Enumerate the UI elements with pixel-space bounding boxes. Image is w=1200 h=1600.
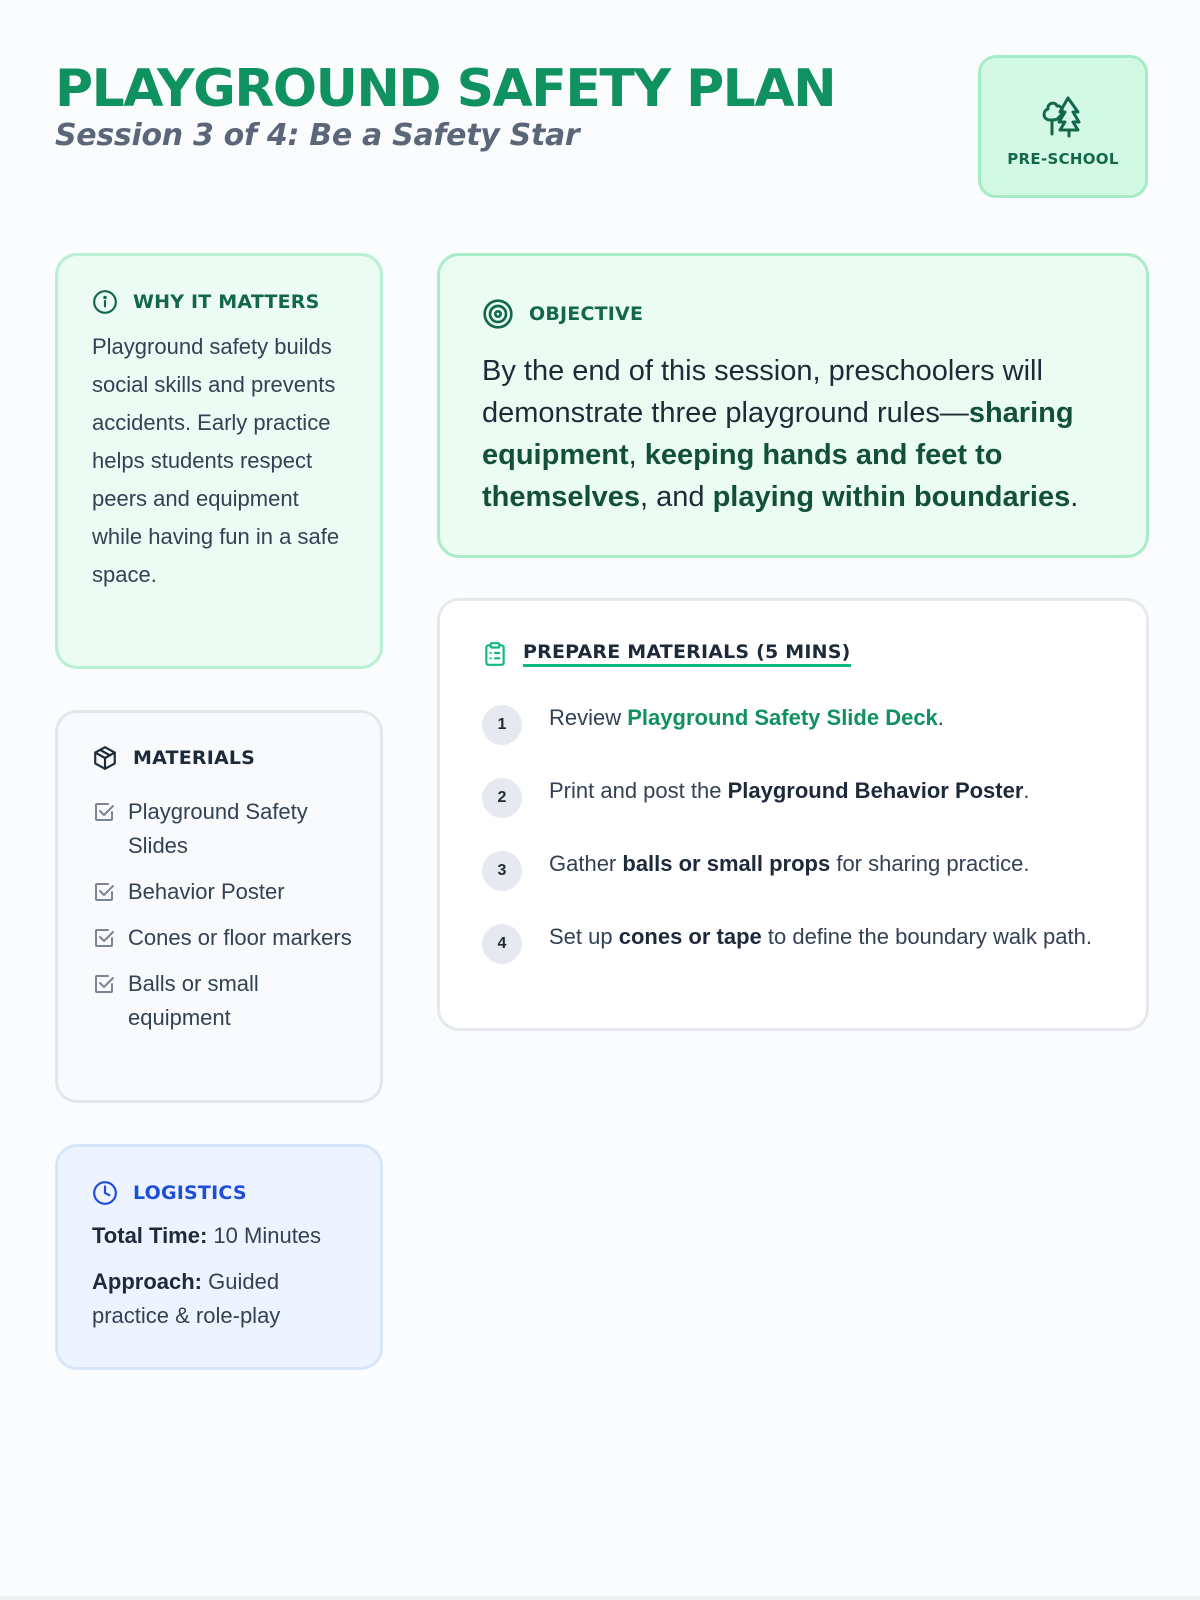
materials-title: MATERIALS — [133, 747, 256, 769]
objective-rule-1: sharing equipment — [482, 397, 1074, 471]
objective-text — [482, 350, 1122, 518]
step-pre: Set up — [549, 924, 619, 949]
tree-icon — [1036, 90, 1090, 144]
materials-header — [92, 745, 255, 771]
box-icon — [92, 745, 118, 771]
prepare-steps — [482, 701, 1112, 993]
objective-title: OBJECTIVE — [529, 303, 644, 325]
objective-card — [437, 253, 1149, 558]
step-post: . — [1023, 778, 1030, 803]
checkbox-icon — [92, 880, 116, 904]
why-title: WHY IT MATTERS — [133, 291, 320, 313]
clock-icon — [92, 1180, 118, 1206]
step-item — [482, 701, 1112, 774]
objective-intro: By the end of this session, preschoolers will demonstrate three playground rules— — [482, 355, 1043, 429]
prepare-title: PREPARE MATERIALS (5 MINS) — [523, 641, 851, 667]
step-pre: Review — [549, 705, 628, 730]
why-it-matters-card — [55, 253, 383, 669]
step-item — [482, 774, 1112, 847]
page-subtitle: Session 3 of 4: Be a Safety Star — [55, 118, 580, 153]
step-emphasis: cones or tape — [618, 924, 762, 949]
objective-rule-3: playing within boundaries — [712, 481, 1071, 513]
objective-separator: , — [628, 439, 645, 471]
step-number: 3 — [482, 851, 522, 891]
materials-list — [92, 795, 362, 1047]
page-header — [55, 56, 955, 153]
logistics-body — [92, 1219, 352, 1345]
checkbox-icon — [92, 926, 116, 950]
why-header — [92, 289, 319, 315]
total-time-label: Total Time: — [92, 1223, 208, 1248]
clipboard-icon — [482, 641, 508, 667]
badge-label: PRE-SCHOOL — [1007, 149, 1119, 168]
step-pre: Gather — [549, 851, 623, 876]
checkbox-icon — [92, 972, 116, 996]
slide-deck-link[interactable]: Playground Safety Slide Deck — [627, 705, 938, 730]
logistics-title: LOGISTICS — [133, 1182, 247, 1204]
material-label: Balls or small equipment — [128, 971, 259, 1030]
materials-card — [55, 710, 383, 1103]
list-item — [92, 875, 362, 909]
target-icon — [482, 298, 514, 330]
list-item — [92, 795, 362, 863]
objective-end: . — [1070, 481, 1079, 513]
why-body-text: Playground safety builds social skills and prevents accidents. Early practice helps students respect peers and equipment while having fun in a safe space. — [92, 334, 340, 587]
grade-badge — [978, 55, 1148, 198]
total-time-value: 10 Minutes — [207, 1223, 322, 1248]
step-text — [549, 701, 944, 735]
list-item — [92, 921, 362, 955]
step-emphasis: balls or small props — [622, 851, 831, 876]
step-number: 4 — [482, 924, 522, 964]
step-emphasis: Playground Behavior Poster — [727, 778, 1024, 803]
checkbox-icon — [92, 800, 116, 824]
approach-label: Approach: — [92, 1269, 202, 1294]
step-text — [549, 847, 1030, 881]
prepare-header — [482, 641, 851, 667]
material-label: Cones or floor markers — [128, 925, 352, 950]
step-number: 2 — [482, 778, 522, 818]
page-title: PLAYGROUND SAFETY PLAN — [55, 59, 836, 119]
material-label: Behavior Poster — [128, 879, 285, 904]
total-time — [92, 1219, 352, 1253]
approach — [92, 1265, 352, 1333]
page-bottom-strip — [0, 1596, 1200, 1600]
step-post: . — [937, 705, 944, 730]
step-text — [549, 774, 1030, 808]
step-item — [482, 847, 1112, 920]
prepare-materials-card — [437, 598, 1149, 1031]
objective-separator: , and — [640, 481, 713, 513]
logistics-card — [55, 1144, 383, 1370]
list-item — [92, 967, 362, 1035]
step-item — [482, 920, 1112, 993]
objective-header — [482, 298, 643, 330]
logistics-header — [92, 1180, 247, 1206]
step-post: to define the boundary walk path. — [761, 924, 1092, 949]
step-text — [549, 920, 1092, 954]
step-number: 1 — [482, 705, 522, 745]
info-icon — [92, 289, 118, 315]
step-pre: Print and post the — [549, 778, 728, 803]
material-label: Playground Safety Slides — [128, 799, 308, 858]
step-post: for sharing practice. — [830, 851, 1030, 876]
approach-value: Guided practice & role-play — [92, 1269, 281, 1328]
objective-rule-2: keeping hands and feet to themselves — [482, 439, 1003, 513]
